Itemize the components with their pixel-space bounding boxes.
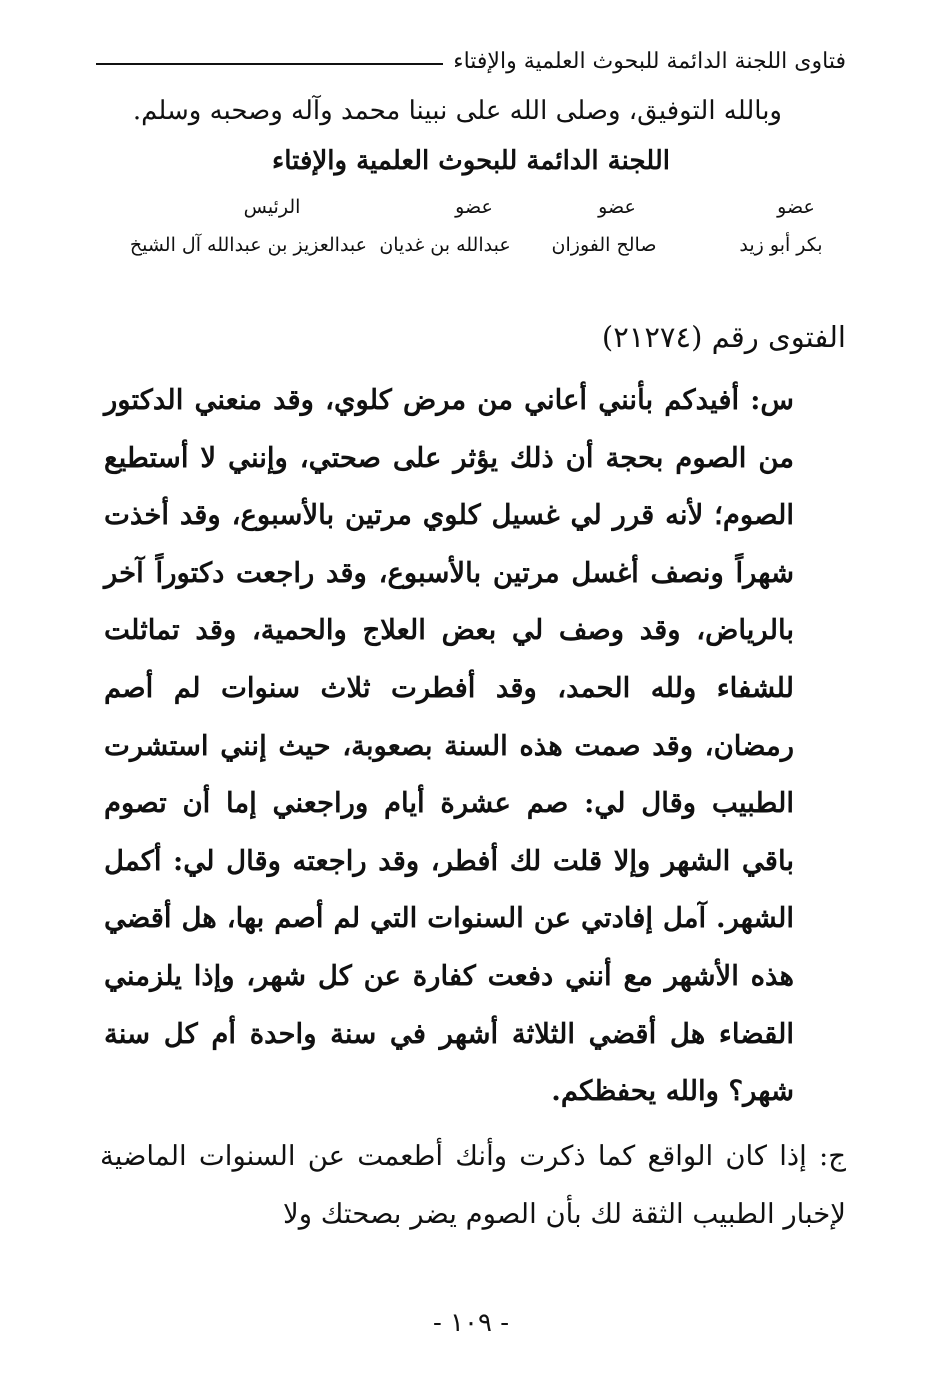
signatory-name: عبدالعزيز بن عبدالله آل الشيخ [129, 234, 367, 256]
answer-text: ج: إذا كان الواقع كما ذكرت وأنك أطعمت عن السنوات الماضية لإخبار الطبيب الثقة لك بأن الصوم يضر بصحتك ولا [100, 1140, 846, 1230]
signatory-name: عبدالله بن غديان [379, 234, 511, 256]
fatwa-number: الفتوى رقم (٢١٢٧٤) [601, 320, 846, 354]
signatory-role: عضو [455, 196, 493, 218]
signatory-name: بكر أبو زيد [739, 234, 823, 256]
signatory-role: الرئيس [243, 196, 301, 218]
signatory-role: عضو [777, 196, 815, 218]
committee-name: اللجنة الدائمة للبحوث العلمية والإفتاء [272, 146, 670, 176]
closing-line: وبالله التوفيق، وصلى الله على نبينا محمد وآله وصحبه وسلم. [132, 96, 782, 126]
signatory-name: صالح الفوزان [551, 234, 657, 256]
running-header-title: فتاوى اللجنة الدائمة للبحوث العلمية والإفتاء [453, 48, 846, 74]
question-text: س: أفيدكم بأنني أعاني من مرض كلوي، وقد منعني الدكتور من الصوم بحجة أن ذلك يؤثر على صحتي، وإنني لا أستطيع الصوم؛ لأنه قرر لي غسيل كلوي مرتين بالأسبوع، وقد أخذت شهراً ونصف أغسل مرتين بالأسبوع، وقد راجعت دكتوراً آخر بالرياض، وقد وصف لي بعض العلاج والحمية، وقد تماثلت للشفاء ولله الحمد، وقد أفطرت ثلاث سنوات لم أصم رمضان، وقد صمت هذه السنة بصعوبة، حيث إنني استشرت الطبيب وقال لي: صم عشرة أيام وراجعني إما أن تصوم باقي الشهر وإلا قلت لك أفطر، وقد راجعته وقال لي: أكمل الشهر. آمل إفادتي عن السنوات التي لم أصم بها، هل أقضي هذه الأشهر مع أنني دفعت كفارة عن كل شهر، وإذا يلزمني القضاء هل أقضي الثلاثة أشهر في سنة واحدة أم كل سنة شهر؟ والله يحفظكم. [104, 384, 794, 1108]
header-rule [96, 63, 443, 65]
signatory-role: عضو [598, 196, 636, 218]
page-number: - ١٠٩ - [432, 1308, 510, 1338]
running-header [96, 44, 846, 78]
